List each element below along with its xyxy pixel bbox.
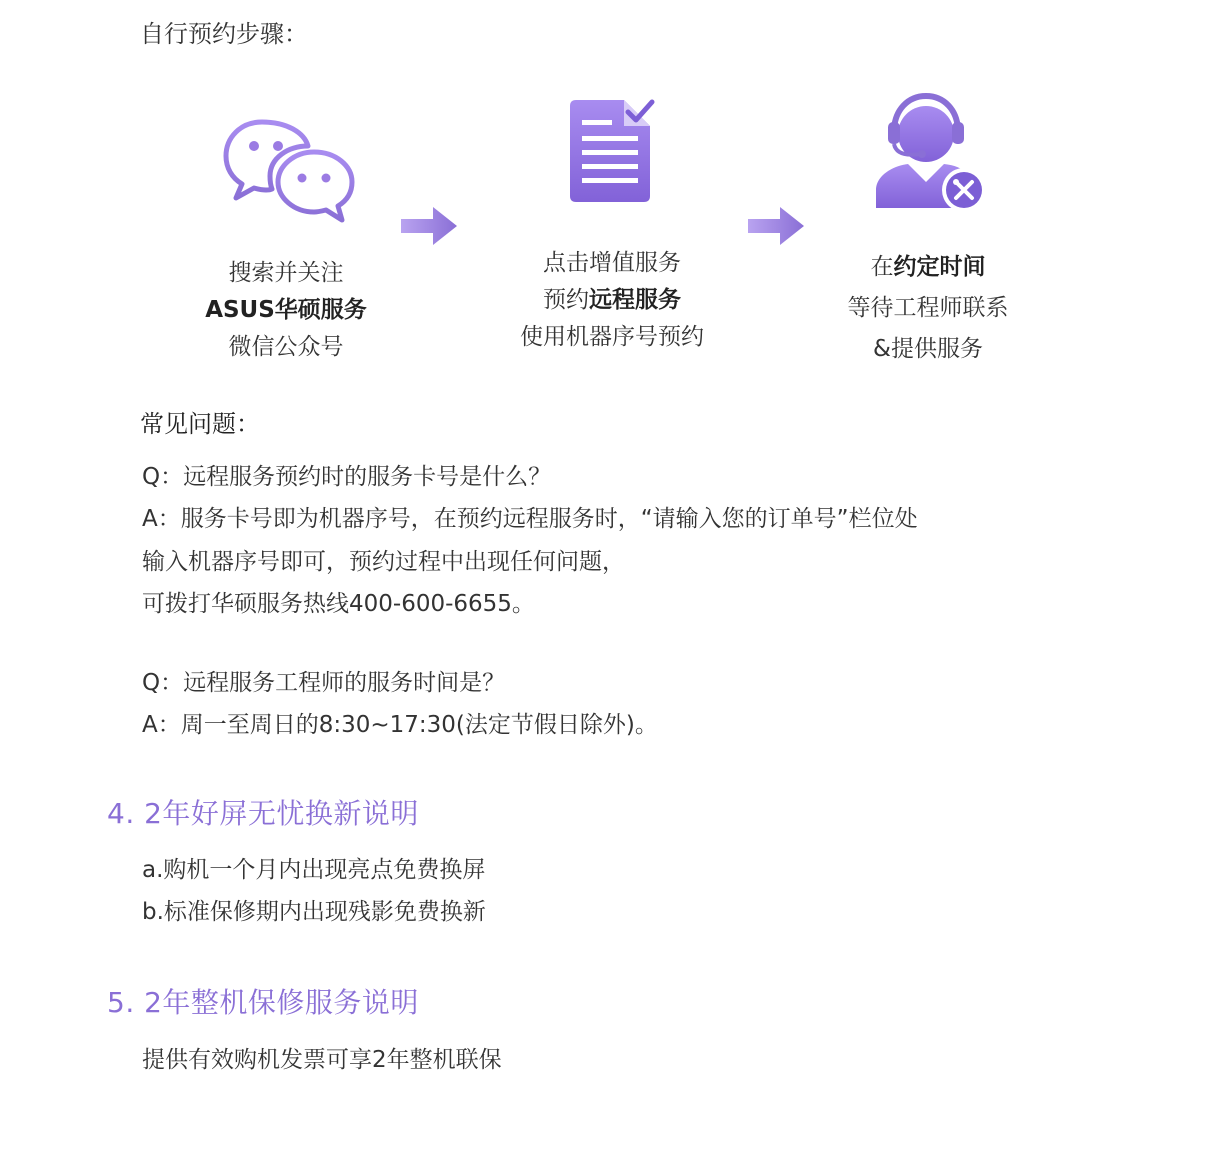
faq-question: Q：远程服务工程师的服务时间是？ (142, 670, 506, 696)
arrow-right-icon (399, 205, 459, 247)
step-text-segment: 搜索并关注 (228, 260, 344, 286)
faq-answer-line: 可拨打华硕服务热线400-600-6655。 (142, 591, 535, 617)
step-text-line (186, 292, 386, 329)
faq-answer-line: 输入机器序号即可，预约过程中出现任何问题， (142, 549, 625, 575)
step-text-segment: 在 (870, 254, 894, 280)
list-item: a.购机一个月内出现亮点免费换屏 (142, 857, 486, 883)
step-text-line (186, 255, 386, 292)
arrow-right-icon (746, 205, 806, 247)
section-5-title: 5. 2年整机保修服务说明 (107, 986, 419, 1019)
faq-answer-line: A：服务卡号即为机器序号，在预约远程服务时，“请输入您的订单号”栏位处 (142, 506, 918, 532)
step-3-text (828, 247, 1028, 370)
wechat-icon (222, 118, 358, 228)
list-item: b.标准保修期内出现残影免费换新 (142, 899, 486, 925)
step-text-segment: 点击增值服务 (543, 250, 681, 276)
section-4-title: 4. 2年好屏无忧换新说明 (107, 797, 419, 830)
faq-heading: 常见问题： (140, 410, 260, 438)
step-1-text (186, 255, 386, 366)
step-text-bold: 约定时间 (893, 254, 986, 280)
step-text-segment: 等待工程师联系 (847, 295, 1009, 321)
support-engineer-icon (872, 90, 988, 212)
step-text-line (828, 288, 1028, 329)
document-check-icon (566, 98, 656, 206)
step-text-bold: ASUS华硕服务 (205, 297, 367, 323)
section-5-body: 提供有效购机发票可享2年整机联保 (142, 1047, 502, 1073)
step-text-line (500, 319, 724, 356)
step-text-line (828, 247, 1028, 288)
step-text-line (828, 329, 1028, 370)
steps-heading: 自行预约步骤： (140, 20, 308, 48)
step-text-segment: 预约 (543, 287, 589, 313)
step-text-line (186, 329, 386, 366)
step-text-segment: &提供服务 (873, 336, 983, 362)
step-text-segment: 使用机器序号预约 (520, 324, 704, 350)
step-2-text (500, 245, 724, 356)
step-text-line (500, 245, 724, 282)
faq-question: Q：远程服务预约时的服务卡号是什么？ (142, 464, 552, 490)
step-text-segment: 微信公众号 (228, 334, 344, 360)
step-text-line (500, 282, 724, 319)
step-text-bold: 远程服务 (589, 287, 681, 313)
faq-answer: A：周一至周日的8:30~17:30(法定节假日除外)。 (142, 712, 658, 738)
